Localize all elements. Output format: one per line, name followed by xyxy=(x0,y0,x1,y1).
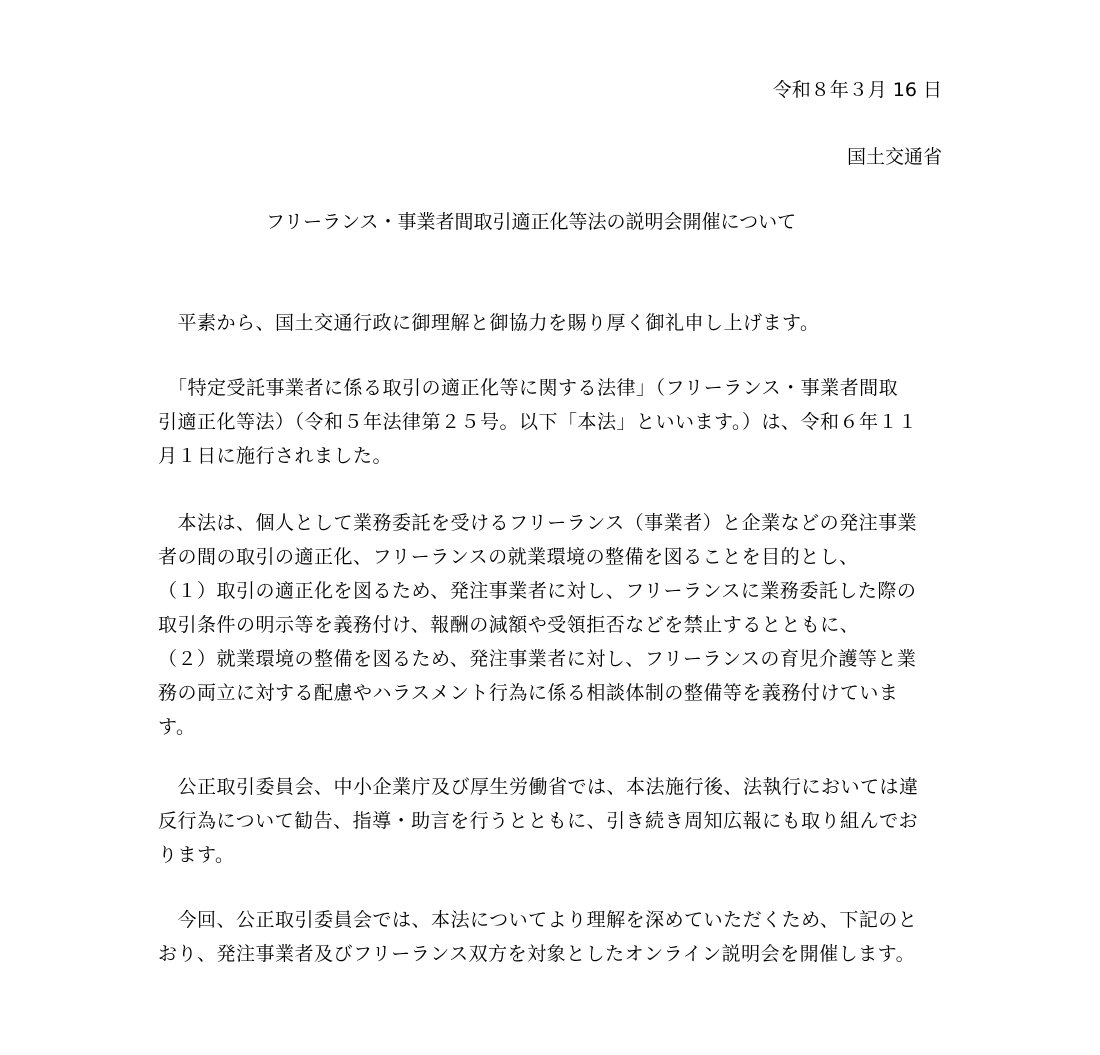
paragraph-line: 者の間の取引の適正化、フリーランスの就業環境の整備を図ることを目的とし、 xyxy=(158,546,859,568)
issuing-organization: 国土交通省 xyxy=(846,146,942,168)
paragraph-line: 引適正化等法）（令和５年法律第２５号。以下「本法」といいます。）は、令和６年１１ xyxy=(158,411,918,433)
paragraph-seminar-notice xyxy=(158,903,948,971)
paragraph-line: 「特定受託事業者に係る取引の適正化等に関する法律」（フリーランス・事業者間取 xyxy=(158,377,899,399)
document-date: 令和８年３月 16 日 xyxy=(772,79,942,101)
paragraph-line: おり、発注事業者及びフリーランス双方を対象としたオンライン説明会を開催します。 xyxy=(158,943,916,965)
paragraph-line: 月１日に施行されました。 xyxy=(158,445,393,467)
paragraph-law-purpose xyxy=(158,506,948,744)
paragraph-law-introduction xyxy=(158,371,948,473)
document-title: フリーランス・事業者間取引適正化等法の説明会開催について xyxy=(265,211,797,233)
paragraph-line: ります。 xyxy=(158,844,235,866)
paragraph-line: 本法は、個人として業務委託を受けるフリーランス（事業者）と企業などの発注事業 xyxy=(158,512,918,534)
paragraph-line: 取引条件の明示等を義務付け、報酬の減額や受領拒否などを禁止するとともに、 xyxy=(158,614,860,636)
paragraph-line: （１）取引の適正化を図るため、発注事業者に対し、フリーランスに業務委託した際の xyxy=(158,580,917,602)
paragraph-line: （２）就業環境の整備を図るため、発注事業者に対し、フリーランスの育児介護等と業 xyxy=(158,648,917,670)
paragraph-greeting xyxy=(158,306,948,340)
paragraph-line: 公正取引委員会、中小企業庁及び厚生労働省では、本法施行後、法執行においては違 xyxy=(158,776,919,798)
paragraph-line: す。 xyxy=(158,716,196,738)
paragraph-line: 反行為について勧告、指導・助言を行うとともに、引き続き周知広報にも取り組んでお xyxy=(158,810,919,832)
paragraph-enforcement xyxy=(158,770,948,872)
paragraph-line: 務の両立に対する配慮やハラスメント行為に係る相談体制の整備等を義務付けていま xyxy=(158,682,899,704)
paragraph-line: 平素から、国土交通行政に御理解と御協力を賜り厚く御礼申し上げます。 xyxy=(158,312,820,334)
paragraph-line: 今回、公正取引委員会では、本法についてより理解を深めていただくため、下記のと xyxy=(158,909,918,931)
